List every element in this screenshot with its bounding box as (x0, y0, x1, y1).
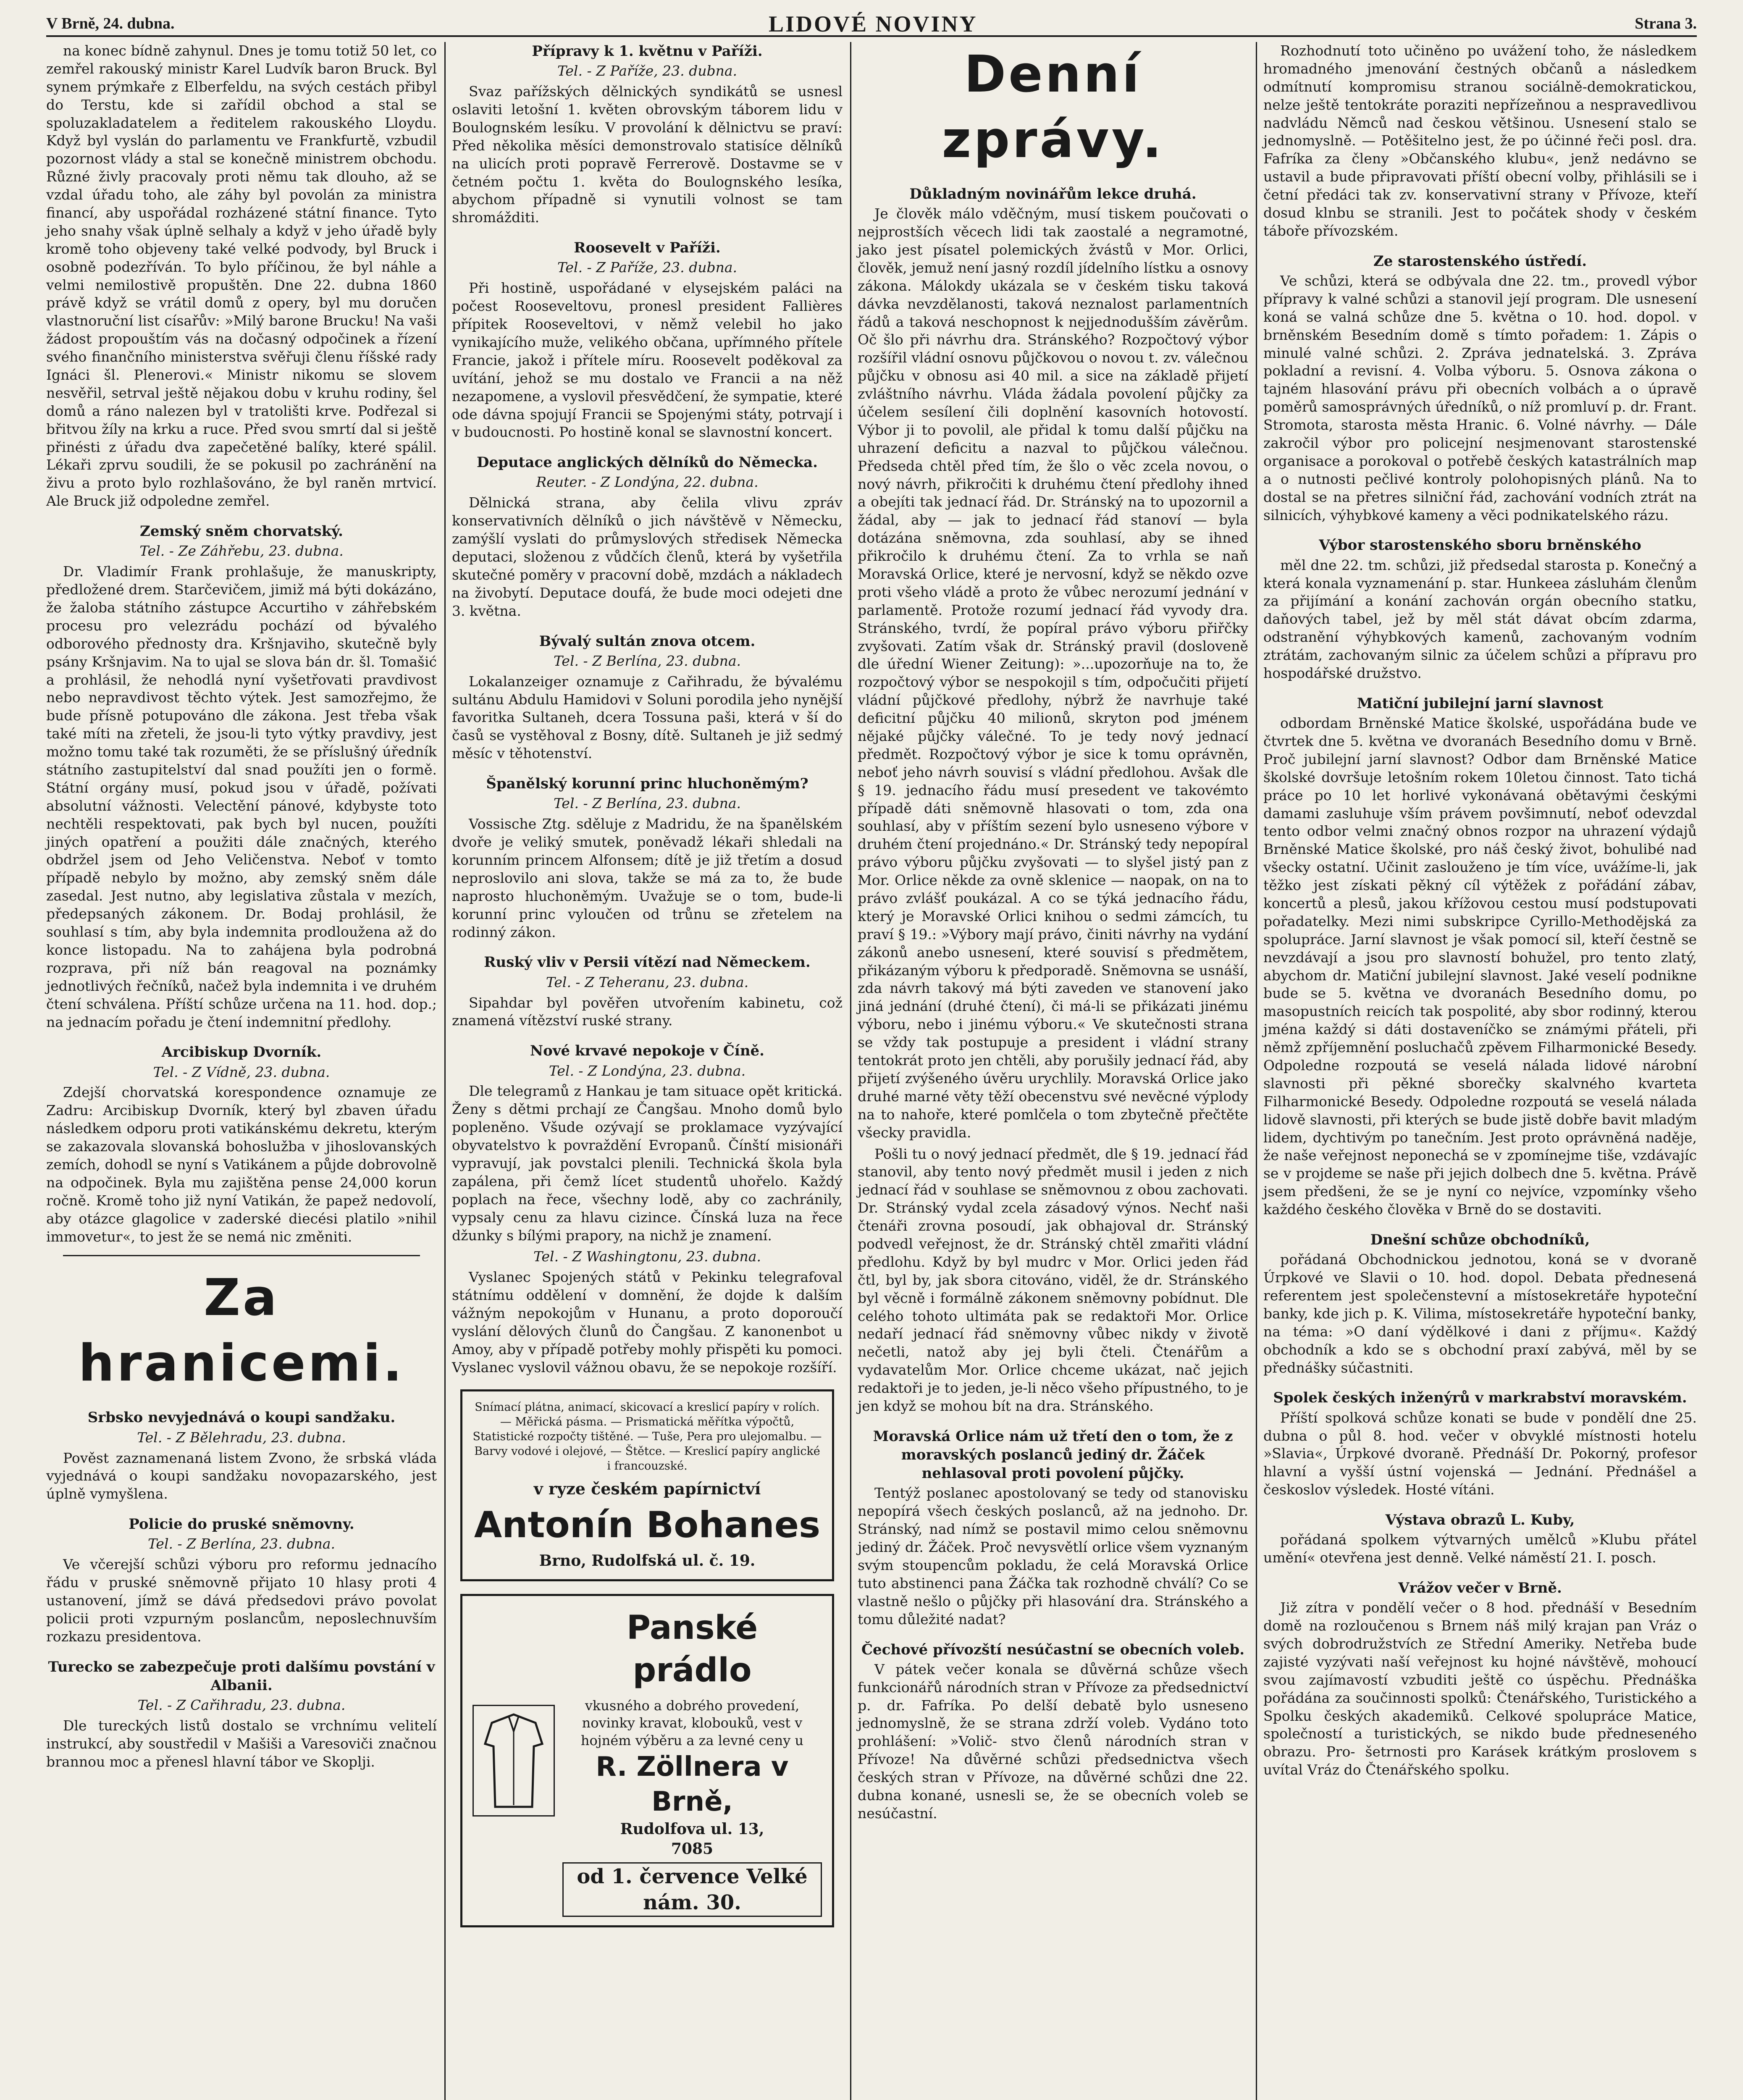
headline-persie: Ruský vliv v Persii vítězí nad Německem. (484, 954, 811, 971)
headline-vraz: Vrážov večer v Brně. (1398, 1580, 1562, 1597)
ad-firm-name: R. Zöllnera v Brně, (596, 1751, 789, 1817)
dateline: Tel. - Z Cařihradu, 23. dubna. (137, 1697, 346, 1714)
section-divider (63, 1255, 420, 1256)
dateline: Tel. - Z Vídně, 23. dubna. (153, 1063, 330, 1080)
article-body: Dle tureckých listů dostalo se vrchnímu velitelí instrukcí, aby soustředil v Mašiši a Varesoviči značnou brannou moc a přenesl hlavní tábor ve Skoplji. (46, 1717, 437, 1770)
article-body: pořádaná spolkem výtvarných umělců »Klubu přátel umění« otevřena jest denně. Velké náměstí 21. I. posch. (1263, 1531, 1697, 1566)
page-number: Strana 3. (1635, 15, 1697, 32)
headline-lekce: Důkladným novinářům lekce druhá. (909, 186, 1197, 202)
dateline: Tel. - Z Paříže, 23. dubna. (557, 63, 738, 79)
issue-date: V Brně, 24. dubna. (46, 15, 175, 32)
article-body: Vyslanec Spojených států v Pekinku telegrafoval státnímu oddělení v domnění, že dojde k dalším vážným nepokojům v Hunanu, a proto doporoučí vyslání dělových člunů do Čangšau. Z kanonenbot u Amoy, aby v případě potřeby mohly přispěti ku pomoci. Vyslanec vyslovil vážnou obavu, že se nepokoje rozšíří. (452, 1269, 843, 1376)
ad-new-address: od 1. července Velké nám. 30. (562, 1862, 822, 1917)
column-rule (1256, 42, 1257, 2100)
article-body: Pošli tu o nový jednací předmět, dle § 19. jednací řád stanovil, aby tento nový předmět musil i jeden z nich jednací řád v souhlase se sněmovnou z obou zachovati. Dr. Stránský vydal zcela zásadový výnos. Nechť naši čtenáři zrovna posoudí, jak obhajoval dr. Stránský podvedl veřejnost, že dr. Stránský chtěl zmařiti vládní předlohu. Když by byl mudrc v Mor. Orlici jeden řád čtl, byl by, jak sbora citováno, viděl, že dr. Stránského byl věcně i formálně zákonem sněmovny pobídnut. Dle celého tohoto ultimáta pak se redaktoři Mor. Orlice nedaří jednací řád sněmovny vůbec nikdy v životě nečetli, natož aby jej byli čteli. Čtenářům a vydavatelům Mor. Orlice chceme ukázat, nač jejich redaktoři je to jeden, je-li něco všeho přípustného, to je jen když se mohou bít na dra. Stránského. (858, 1145, 1248, 1414)
article-body: Lokalanzeiger oznamuje z Cařihradu, že bývalému sultánu Abdulu Hamidovi v Soluni porodila jeho nynější favoritka Sultaneh, dcera Tossuna paši, která v ší do časů se vystěhoval z Bosny, dítě. Sultaneh je již sedmý měsíc v těhotenství. (452, 673, 843, 762)
article-body: Vossische Ztg. sděluje z Madridu, že na španělském dvoře je veliký smutek, poněvadž lékaři shledali na korunním princem Alfonsem; dítě je již třetím a dosud neproslovilo ani slova, takže se má za to, že bude naprosto hluchoněmým. Uvažuje se o tom, bude-li korunní princ vyloučen od trůnu se zřetelem na rodinný zákon. (452, 816, 843, 940)
headline-maticni: Matiční jubilejní jarní slavnost (1357, 695, 1604, 712)
column-1 (46, 42, 437, 1774)
headline-deputace: Deputace anglických dělníků do Německa. (477, 454, 818, 471)
article-body: Dělnická strana, aby čelila vlivu zpráv konservativních dělníků o jich návštěvě v Německu, zamýšlí vyslati do průmyslových středisek Německa deputaci, složenou z vůdčích členů, která by vyšetřila skutečné poměry v pracovní době, mzdách a nákladech na živobytí. Deputace doufá, že bude moci odejeti dne 3. května. (452, 494, 843, 619)
article-body: Sipahdar byl pověřen utvořením kabinetu, což znamená vítězství ruské strany. (452, 994, 843, 1029)
masthead-title: LIDOVÉ NOVINY (769, 11, 978, 37)
dateline: Tel. - Z Washingtonu, 23. dubna. (533, 1248, 761, 1265)
dateline: Tel. - Ze Záhřebu, 23. dubna. (139, 543, 344, 559)
headline-princ: Španělský korunní princ hluchoněmým? (486, 775, 808, 793)
article-body: pořádaná Obchodnickou jednotou, koná se v dvoraně Úrpkové ve Slavii o 10. hod. dopol. Debata přednesená referentem jest společenstevní a místosekretáře hypoteční banky, kde jich p. K. Vilima, místosekretáře hypoteční banky, na téma: »O daní výdělkové i dani z příjmu«. Každý obchodník a kdo se s obchodní praxí zabývá, měl by se přednášky súčastniti. (1263, 1251, 1697, 1376)
headline-ustredi: Ze starostenského ústředí. (1373, 252, 1587, 270)
ad-phone: 7085 (671, 1840, 714, 1858)
article-body: Dr. Vladimír Frank prohlašuje, že manuskripty, předložené drem. Starčevičem, jimiž má býti dokázáno, že žaloba státního zástupce Accurtiho v záhřebském procesu pro velezrádu pochází od bývalého odborového přednosty dra. Kršnjaviho, skutečně byly psány Kršnjavim. Na to ujal se slova bán dr. šl. Tomašić a prohlásil, že nehodlá nyní vyšetřovati pravdivost nebo nepravdivost těchto výtek. Jest samozřejmo, že bude přísně potupováno dle zákona. Jest třeba však také míti na zřeteli, že jsou-li tyto výtky pravdivy, jest možno tomu také tak rozuměti, že se příslušný úředník státního zastupitelství dal snad použíti jen o formě. Státní orgány musí, pokud jsou v úřadě, požívati absolutní vážnosti. Velectění pánové, kdybyste toto nechtěli respektovati, pak bych byl nucen, použíti jiných opatření a použiti dále značných, kterého obdržel jsem od Jeho Veličenstva. Neboť v tomto případě nebylo by možno, aby zemský sněm dále zasedal. Jest nutno, aby legislativa zůstala v mezích, předepsaných zákonem. Dr. Bodaj prohlásil, že souhlasí s tím, aby byla indemnita prodloužena až do konce listopadu. Na to zahájena byla podrobná rozprava, při níž bán reagoval na poznámky jednotlivých řečníků, načež byla indemnita i ve druhém čtení schválena. Příští schůze určena na 11. hod. dop.; na jednacím pořadu je čtení indemnitní předlohy. (46, 563, 437, 1030)
article-body: měl dne 22. tm. schůzi, již předsedal starosta p. Konečný a která konala vyznamenání p. star. Hunkeea zásluhám členům za přijímání a konání zachován orgán obecního statku, daňových tabel, jež by měl stát dávat obcím zdarma, odstranění výhybkových kamenů, zachovaným vodním ztrátám, zachovaným silnic za účelem schůzi a přípravu pro hospodářské družstvo. (1263, 556, 1697, 681)
article-body: Tentýž poslanec apostolovaný se tedy od stanovisku nepopírá všech českých poslanců, až na jednoho. Dr. Stránský, nad nímž se postavil mimo celou sněmovnu jediný dr. Žáček. Proč nevysvětlí orlice všem vyznaným svým stoupencům pokladu, že celá Moravská Orlice tuto abstinenci pana Žáčka tak rozhodně chválí? Co se vlastně nešlo o půjčky při hlasování dra. Stránského a tomu důležité nadat? (858, 1485, 1248, 1628)
article-body: Rozhodnutí toto učiněno po uvážení toho, že následkem hromadného jmenování čestných občanů a následkem odmítnutí kompromisu stranou sociálně-demokratickou, nelze ještě tentokráte poraziti nepřízeňnou a nespravedlivou nadvládu Němců nad českou většinou. Usnesení stalo se jednomyslně. — Potěšitelno jest, že po účinné řeči posl. dra. Fafríka za členy »Občanského klubu«, jenž nedávno se ustavil a bude připravovati příští obecní volby, přihlásili se i četní předáci tak zv. konservativní strany v Přívoze, kteří dosud klnbu se stranili. Jest to počátek shody v českém táboře přívozském. (1263, 42, 1697, 239)
article-body: Příští spolková schůze konati se bude v pondělí dne 25. dubna o půl 8. hod. večer v obvyklé místnosti hotelu »Slavia«, Úrpkové dvoraně. Přednáší Dr. Pokorný, profesor hlavní a vyšší ústní vojenská — Jednání. Přednášel a českoslov výsledek. Hosté vítáni. (1263, 1409, 1697, 1498)
page-header (46, 6, 1697, 37)
headline-srbsko: Srbsko nevyjednává o koupi sandžaku. (87, 1409, 396, 1426)
headline-policie: Policie do pruské sněmovny. (129, 1516, 354, 1533)
article-body: Při hostině, uspořádané v elysejském paláci na počest Rooseveltovu, pronesl president Fallières přípitek Rooseveltovi, v němž velebil ho jako vynikajícího muže, velikého občana, upřímného přítele Francie, jakož i přítele míru. Roosevelt poděkoval za uvítání, jehož se mu dostalo ve Francii a na něž nezapomene, a vyslovil přesvědčení, že sympatie, které ode dávna spojují Francii se Spojenými státy, potrvají i v budoucnosti. Po hostině konal se slavnostní koncert. (452, 280, 843, 441)
article-body: odbordam Brněnské Matice školské, uspořádána bude ve čtvrtek dne 5. května ve dvoranách Besedního domu v Brně. Proč jubilejní jarní slavnost? Odbor dam Brněnské Matice školské dovršuje letošním rokem 10letou činnost. Tato tichá práce po 10 let horlivé vykonávaná obětavými českými damami zasluhuje vším právem povšimnutí, neboť odevzdal tento odbor velmi značný obnos rozpor na uhrazení výdajů Brněnské Matice školské, pro náš český život, bohulibé nad všecky ostatní. Učinit zaslouženo je tím více, uvážíme-li, jak těžko jest získati pěkný cíl výtěžek z pořádání zábav, koncertů a plesů, jakou křížovou cestou musí podstupovati pořadatelky. Mezi nimi subskripce Cyrillo-Methodějská za spolupráce. Jarní slavnost je však pomocí sil, kteří čestně se nevzdávají a jsou pro slavností bohužel, pro tento zlatý, abychom dr. Matiční jubilejní slavnost. Jaké veselí podnikne bude se 5. května ve dvoranách Besedního domu, po masopustních reicích tak pospolité, aby sbor rodinný, kterou jména každý si dáti dostaveníčko se známými přáteli, při němž zpříjemnění posluchačů zpěvem Filharmonické Besedy. Odpoledne rozpoutá se veselá nálada lidové nárobní slavnosti při pěkné sborečky skalvného kvarteta Filharmonické Besedy. Odpoledne rozpoutá se veselá nálada lidově slavnosti, při kterých se bude jistě dobře bavit mladým lidem, dychtivým po tanečním. Jest proto oprávněná naděje, že naše veřejnost neponechá se v zpomínejme tiše, vzdávajíc se v projdeme se naše při jejich dolbech dne 5. května. Právě jsem předšeni, že se je nyní co nejvíce, vzpomínky všeho každého českého člověka v Brně do se dostaviti. (1263, 715, 1697, 1218)
dateline: Tel. - Z Londýna, 23. dubna. (549, 1062, 746, 1079)
section-title-denni-zpravy: Denní zprávy. (942, 45, 1164, 169)
headline-turecko: Turecko se zabezpečuje proti dalšímu povstání v Albanii. (48, 1658, 435, 1694)
headline-arcibiskup: Arcibiskup Dvorník. (161, 1044, 322, 1061)
headline-cina: Nové krvavé nepokoje v Číně. (530, 1042, 765, 1060)
dateline: Tel. - Z Berlína, 23. dubna. (553, 652, 741, 669)
article-body: Ve schůzi, která se odbývala dne 22. tm., provedl výbor přípravy k valné schůzi a stanovil její program. Dle usnesení koná se valná schůze dne 5. května o 10. hod. dopol. v brněnském Besedním domě s tímto pořadem: 1. Zápis o minulé valné schůzi. 2. Zpráva jednatelská. 3. Zpráva pokladní a revisní. 4. Volba výboru. 5. Osnova zákona o tajném hlasování právu při obecních volbách a o úpravě poměrů samosprávných úředníků, o níž promluví p. dr. Frant. Stromota, starosta města Hranic. 6. Volné návrhy. — Dále zakročil výbor pro policejní nesjmenovant starostenské organisace a porokoval o potřebě českých katastrálních map a o nutnosti pečlivé kontroly polohopisných plánů. Na to dostal se na přetres silniční řád, zachování vodních ztrát na silnicích, výhybkové kameny a věci podnikatelského rázu. (1263, 272, 1697, 523)
column-3 (858, 42, 1248, 1826)
advertisement-zollner (460, 1594, 834, 1927)
article-body: Pověst zaznamenaná listem Zvono, že srbská vláda vyjednává o koupi sandžaku novopazarského, jest úplně vymyšlena. (46, 1449, 437, 1502)
article-body: Svaz pařížských dělnických syndikátů se usnesl oslaviti letošní 1. květen obrovským táborem lidu v Boulognském lesíku. V provolání k dělnictvu se praví: Před několika měsíci demonstrovalo statisíce dělníků na ulicích proti popravě Ferrerově. Dostavme se v četném počtu 1. květa do Boulognského lesíka, abychom případně si vynutili volnost se tam shromážditi. (452, 83, 843, 226)
headline-inzenyru: Spolek českých inženýrů v markrabství moravském. (1273, 1389, 1687, 1407)
column-4 (1263, 42, 1697, 1782)
ad-text: v ryze českém papírnictví (533, 1479, 761, 1499)
headline-pripravy: Přípravy k 1. květnu v Paříži. (532, 43, 763, 60)
column-rule (444, 42, 446, 2100)
dateline: Tel. - Z Berlína, 23. dubna. (147, 1536, 336, 1552)
article-bruck: na konec bídně zahynul. Dnes je tomu totiž 50 let, co zemřel rakouský ministr Karel Ludvík baron Bruck. Byl synem prýmkaře z Elberfeldu, na svých cestách přibyl do Terstu, kde si zařídil obchod a stal se spoluzakladatelem a ředitelem rakouského Lloydu. Když byl vyslán do parlamentu ve Frankfurtě, vzbudil pozornost vlády a stal se konečně ministrem obchodu. Různé živly pracovaly proti němu tak dlouho, až se vzdal úřadu toho, ale záhy byl povolán za ministra financí, aby uspořádal rozházené státní finance. Tyto jeho snahy však úplně selhaly a když v jeho úřadě byly kromě toho objeveny také velké podvody, byl Bruck i osobně podezříván. To bylo příčinou, že byl náhle a velmi nemilostivě propuštěn. Dne 22. dubna 1860 právě když se vrátil domů z opery, byl mu doručen vlastnoruční list císařův: »Milý barone Brucku! Na vaši žádost propouštím vás na dočasný odpočinek a řízení svého finančního ministerstva svěřuji členu říšské rady Ignáci šl. Plenerovi.« Ministr nikomu se slovem nesvěřil, setrval ještě nějakou dobu v kruhu rodiny, šel domů a ráno nalezen byl v tratolišti krve. Podřezal si břitvou žíly na krku a ruce. Před svou smrtí dal si ještě přinésti z úřadu dva zapečetěné balíky, které spálil. Lékaři zprvu soudili, že se pokusil po zachránění na živu a proto bylo rozhlašováno, že byl raněn mrtvicí. Ale Bruck již odpoledne zemřel. (46, 42, 437, 509)
ad-title: Panské prádlo (626, 1609, 758, 1690)
ad-text: Snímací plátna, animací, skicovací a kreslicí papíry v rolích. — Měřická pásma. — Prismatická měřítka výpočtů, Statistické rozpočty tištěné. — Tuše, Pera pro ulejomalbu. — Barvy vodové i olejové, — Štětce. — Kreslicí papíry anglické i francouzské. (472, 1400, 822, 1473)
dateline: Tel. - Z Teheranu, 23. dubna. (546, 974, 749, 990)
column-2 (452, 42, 843, 1940)
ad-text: vkusného a dobrého provedení, novinky kravat, klobouků, vest v hojném výběru a za levné ceny u (580, 1697, 804, 1749)
headline-vystava: Výstava obrazů L. Kuby, (1385, 1512, 1575, 1529)
article-body: V pátek večer konala se důvěrná schůze všech funkcionářů národních stran v Přívoze za předsednictví p. dr. Fafríka. Po delší debatě bylo usneseno jednomyslně, že se strana zdrží voleb. Vydáno toto prohlášení: »Volič- stvo členů národních stran v Přívoze! Na důvěrné schůzi předsednictva všech českých stran v Přívoze, na důvěrné schůzi dne 22. dubna konané, usnesli se, že se obecních voleb se nesúčastní. (858, 1661, 1248, 1822)
ad-firm-name: Antonín Bohanes (474, 1504, 821, 1546)
dateline: Tel. - Z Bělehradu, 23. dubna. (137, 1429, 346, 1446)
headline-zemsky-snem: Zemský sněm chorvatský. (140, 523, 343, 540)
article-body: Je člověk málo vděčným, musí tiskem poučovati o nejprostších věcech lidi tak zaostalé a negramotné, jako jest písatel polemických žvástů v Mor. Orlici, člověk, jemuž není jasný rozdíl jídelního lístku a osnovy zákona. Málokdy ukázala se v českém tisku taková dávka nevzdělanosti, taková neznalost parlamentních řádů a taková neschopnost k nejjednodušším závěrům. Oč šlo při návrhu dra. Stránského? Rozpočtový výbor rozšířil vládní osnovu půjčkovou o novou t. zv. válečnou půjčku v obnosu asi 40 mil. a sice na základě přijetí zvláštního návrhu. Vláda žádala povolení půjčky za účelem sesílení čili doplnění kasovních hotovostí. Výbor ji to povolil, ale přidal k tomu další půjčku na uhrazení deficitu a nazval to půjčkou válečnou. Předseda chtěl před tím, že šlo o věc zcela novou, o nový návrh, přikročiti k druhému čtení předlohy ihned a obejíti tak jednací řád. Dr. Stránský na to upozornil a žádal, aby — jak to jednací řád stanoví — byla dotázána sněmovna, zda souhlasí, aby se ihned přikročilo k druhému čtení. Za to vrhla se naň Moravská Orlice, které je nervosní, když se někdo ozve proti všeho vládě a proto že vůbec nerozumí jednání v parlamentě. Protože rozumí jednací řád vyvody dra. Stránského, tvrdí, že popíral právo výboru přiřčky zvyšovati. Zatím však dr. Stránský pravil (dosloveně dle úřední Wiener Zeitung): »...upozorňuje na to, že rozpočtový výbor se nespokojil s tím, odpočučiti přijetí vládní půjčkové předlohy, nýbrž že navrhuje také deficitní půjčku 40 milionů, skryton pod jménem nějaké půjčky válečné. To je tedy nový jednací předmět. Rozpočtový výbor je sice k tomu oprávněn, neboť jeho návrh souvisí s vládní předlohou. Avšak dle § 19. jednacího řádu musí presedent ve takovémto případě dáti sněmovně hlasovati o tom, zda ona souhlasí, aby v příštím sezení bylo usneseno výbore v druhém čtení projednáno.« Dr. Stránský tedy nepopíral právo výboru půjčku zvyšovati — to slyšel jistý pan z Mor. Orlice někde za ovně sklenice — naopak, on na to právo zvlášť poukázal. A co se týká jednacího řádu, který je Moravské Orlici knihou o sedmi zámcích, tu praví § 19.: »Výbory mají právo, činiti návrhy na vydání zákonů anebo usnesení, které souvisí s předmětem, přikázaným výboru k předporadě. Sněmovna se usnáší, zda návrh takový má býti zaveden ve stanovení jako jiná jednání (druhé čtení), či má-li se přikázati jinému výboru, nebo i jinému výboru.« Ve skutečnosti strana se vždy tak postupuje a president i vládní strany tentokrát proto jen chtěli, aby porušily jednací řád, aby přijetí zvýšeného úvěru urychlily. Moravská Orlice jako druhé marné věty těží obecenstvu své nevěcné výplody na to nahoře, které pomlčela o tom zbytečně přečtěte všecky pravidla. (858, 205, 1248, 1141)
section-title-za-hranicemi: Za hranicemi. (78, 1269, 405, 1393)
headline-orlice: Moravská Orlice nám už třetí den o tom, že z moravských poslanců jediný dr. Žáček nehlasoval proti povolení půjčky. (873, 1428, 1233, 1482)
headline-obchodniku: Dnešní schůze obchodníků, (1370, 1231, 1590, 1248)
dateline: Reuter. - Z Londýna, 22. dubna. (536, 474, 759, 491)
ad-address: Brno, Rudolfská ul. č. 19. (539, 1552, 756, 1570)
article-body: Ve včerejší schůzi výboru pro reformu jednacího řádu v pruské sněmovně přijato 10 hlasy proti 4 ustanovení, jímž se dává předsedovi právo povolat policii proti vzpurným poslancům, neposlechnuvším rozkazu presidentova. (46, 1556, 437, 1645)
headline-sultan: Bývalý sultán znova otcem. (539, 633, 756, 650)
shirt-illustration (472, 1705, 555, 1816)
dateline: Tel. - Z Berlína, 23. dubna. (553, 795, 741, 812)
headline-prevozsti: Čechové přívozští nesúčastní se obecních voleb. (861, 1641, 1245, 1658)
column-rule (850, 42, 851, 2100)
ad-address: Rudolfova ul. 13, (620, 1820, 764, 1838)
article-body: Dle telegramů z Hankau je tam situace opět kritická. Ženy s dětmi prchají ze Čangšau. Mnoho domů bylo popleněno. Všude ozývají se proklamace vyzývající obyvatelstvo k povraždění Evropanů. Čínští misionáři vypravují, jak povstalci plenili. Technická škola byla zapálena, při čemž lícet studentů uhořelo. Každý poplach na řece, všechny lodě, aby co zachránily, vypsaly cenu za hlavu cizince. Čínská luza na řece džunky s bílými prapory, na nichž je znamení. (452, 1083, 843, 1244)
headline-vybor: Výbor starostenského sboru brněnského (1319, 537, 1641, 554)
dateline: Tel. - Z Paříže, 23. dubna. (557, 259, 738, 276)
advertisement-bohanes (460, 1389, 834, 1581)
headline-roosevelt: Roosevelt v Paříži. (574, 239, 721, 257)
article-body: Zdejší chorvatská korespondence oznamuje ze Zadru: Arcibiskup Dvorník, který byl zbaven úřadu následkem odporu proti vatikánskému dekretu, kterým se zakazovala slovanská bohoslužba v jihoslovanských zemích, dohodl se nyní s Vatikánem a půjde dobrovolně na odpočinek. Byla mu zajištěna pense 24,000 korun ročně. Kromě toho již nyní Vatikán, že papež nedovolí, aby otázce glagolice v zaderské diecési platilo »nihil immovetur«, to jest že se nemá nic změniti. (46, 1084, 437, 1245)
article-body: Již zítra v pondělí večer o 8 hod. přednáší v Besedním domě na rozloučenou s Brnem náš milý krajan pan Vráz o svých dobrodružstvích ze Střední Ameriky. Netřeba bude zajisté vyzývati naší veřejnost ku hojné návštěvě, mohoucí svou zajímavostí vzbuditi ještě co úspěchu. Přednáška pořádána za součinnosti spolků: Čtenářského, Turistického a Spolku českých akademiků. Celkové spolupráce Matice, společností a turistických, se nikdo bude předneseného obrazu. Pro- šetrnosti pro Karásek krátkým proslovem s uvítal Vráz do Čtenářského spolku. (1263, 1599, 1697, 1778)
